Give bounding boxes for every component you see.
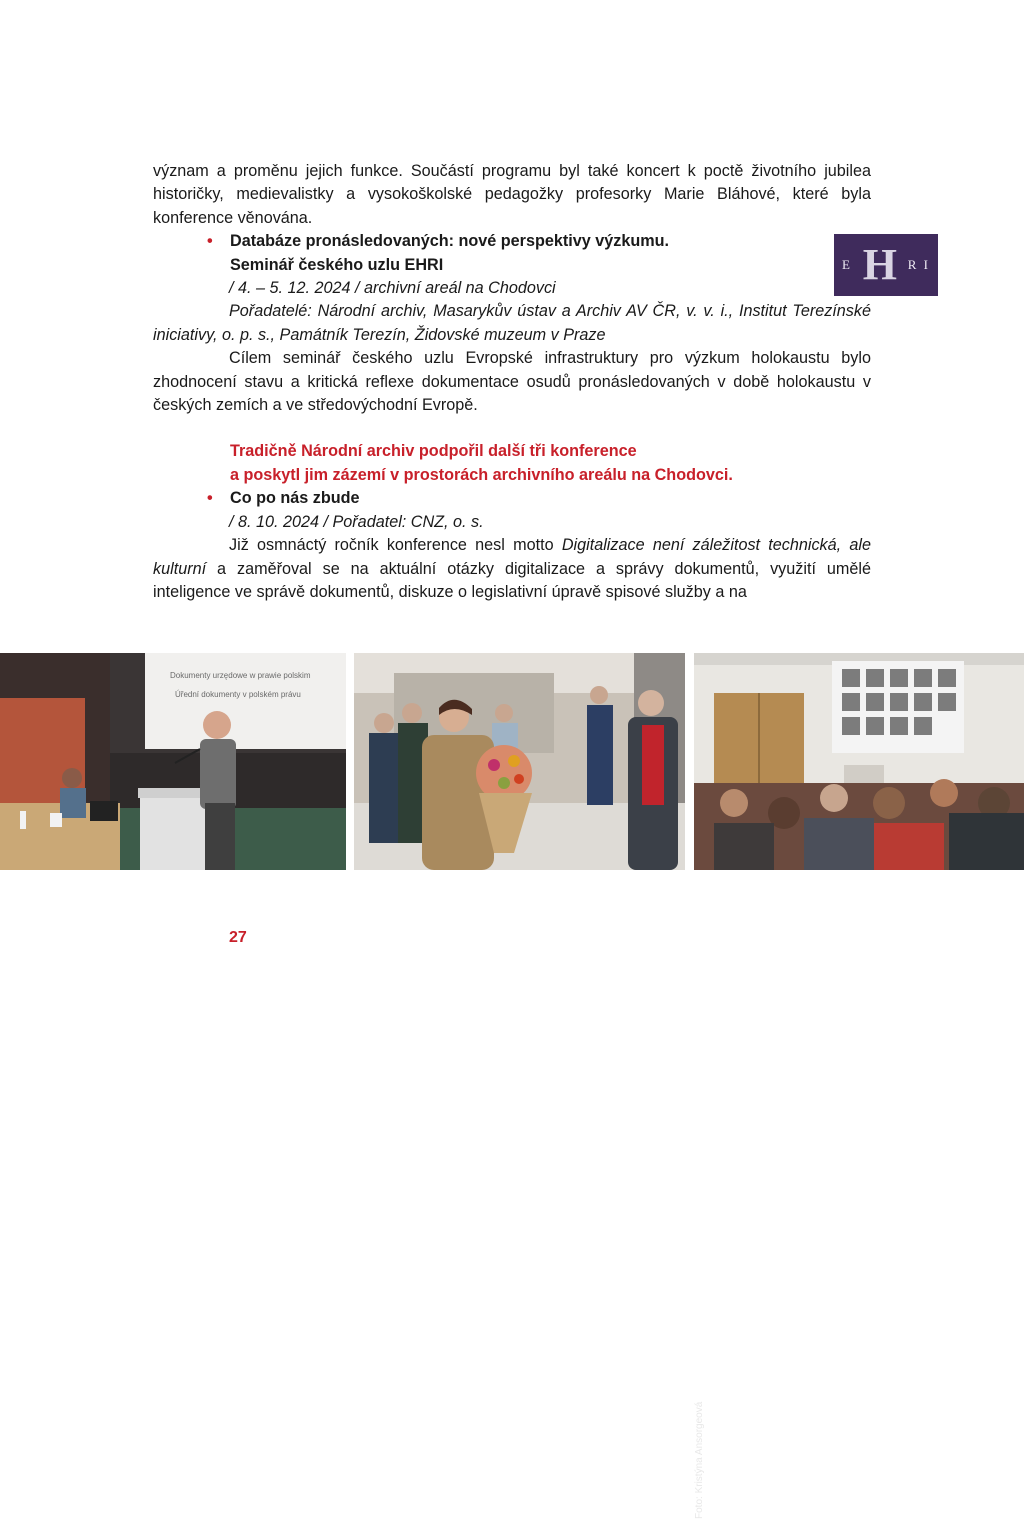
bullet-icon: • — [207, 232, 213, 251]
list-item-ehri-seminar — [153, 230, 871, 277]
item-date: / 4. – 5. 12. 2024 / archivní areál na Chodovci — [229, 279, 556, 298]
slide-text-czech: Úřední dokumenty v polském právu — [175, 690, 301, 699]
bullet-icon: • — [207, 489, 213, 508]
list-item-co-po-nas-zbude — [153, 487, 871, 510]
item-description: Již osmnáctý ročník konference nesl motto Digitalizace není záležitost technická, ale kulturní a zaměřoval se na aktuální otázky digitalizace a správy dokumentů, využití umělé inteligence ve správě dokumentů, diskuze o legislativní úpravě spisové služby a na — [153, 536, 871, 601]
ehri-logo — [834, 234, 938, 296]
item-title: Databáze pronásledovaných: nové perspektivy výzkumu. — [230, 232, 670, 251]
photo-conference-speaker — [0, 653, 346, 870]
logo-letter-center: H — [862, 240, 897, 289]
photo-credit: Foto: Kristýna Ansorgeová — [694, 1401, 705, 1519]
item-date: / 8. 10. 2024 / Pořadatel: CNZ, o. s. — [229, 512, 484, 531]
item-description: Cílem seminář českého uzlu Evropské infrastruktury pro výzkum holokaustu bylo zhodnocení stavu a kritická reflexe dokumentace osudů pronásledovaných v době holokaustu v českých zemích a ve středovýchodní Evropě. — [153, 349, 871, 415]
slide-text-polish: Dokumenty urzędowe w prawie polskim — [170, 671, 311, 680]
article-body — [153, 160, 871, 604]
item-organizers: Pořadatelé: Národní archiv, Masarykův ústav a Archiv AV ČR, v. v. i., Institut Terezínské iniciativy, o. p. s., Památník Terezín, Židovské muzeum v Praze — [153, 302, 871, 344]
section-heading-line2: a poskytl jim zázemí v prostorách archivního areálu na Chodovci. — [230, 465, 733, 484]
photo-bouquet-celebration — [354, 653, 705, 1519]
item-title-line2: Seminář českého uzlu EHRI — [230, 255, 444, 274]
item-title: Co po nás zbude — [230, 489, 360, 508]
conference-motto: Digitalizace není záležitost technická, ale kulturní — [153, 536, 871, 578]
logo-letter-left: E — [842, 257, 852, 272]
page-number: 27 — [229, 929, 247, 946]
photo-seminar-audience — [694, 653, 1024, 870]
intro-paragraph: význam a proměnu jejich funkce. Součástí programu byl také koncert k poctě životního jubilea historičky, medievalistky a vysokoškolské pedagožky profesorky Marie Bláhové, které byla konference věnována. — [153, 162, 871, 227]
logo-letter-right: R I — [907, 257, 930, 272]
section-heading: Tradičně Národní archiv podpořil další tři konference — [230, 442, 637, 461]
